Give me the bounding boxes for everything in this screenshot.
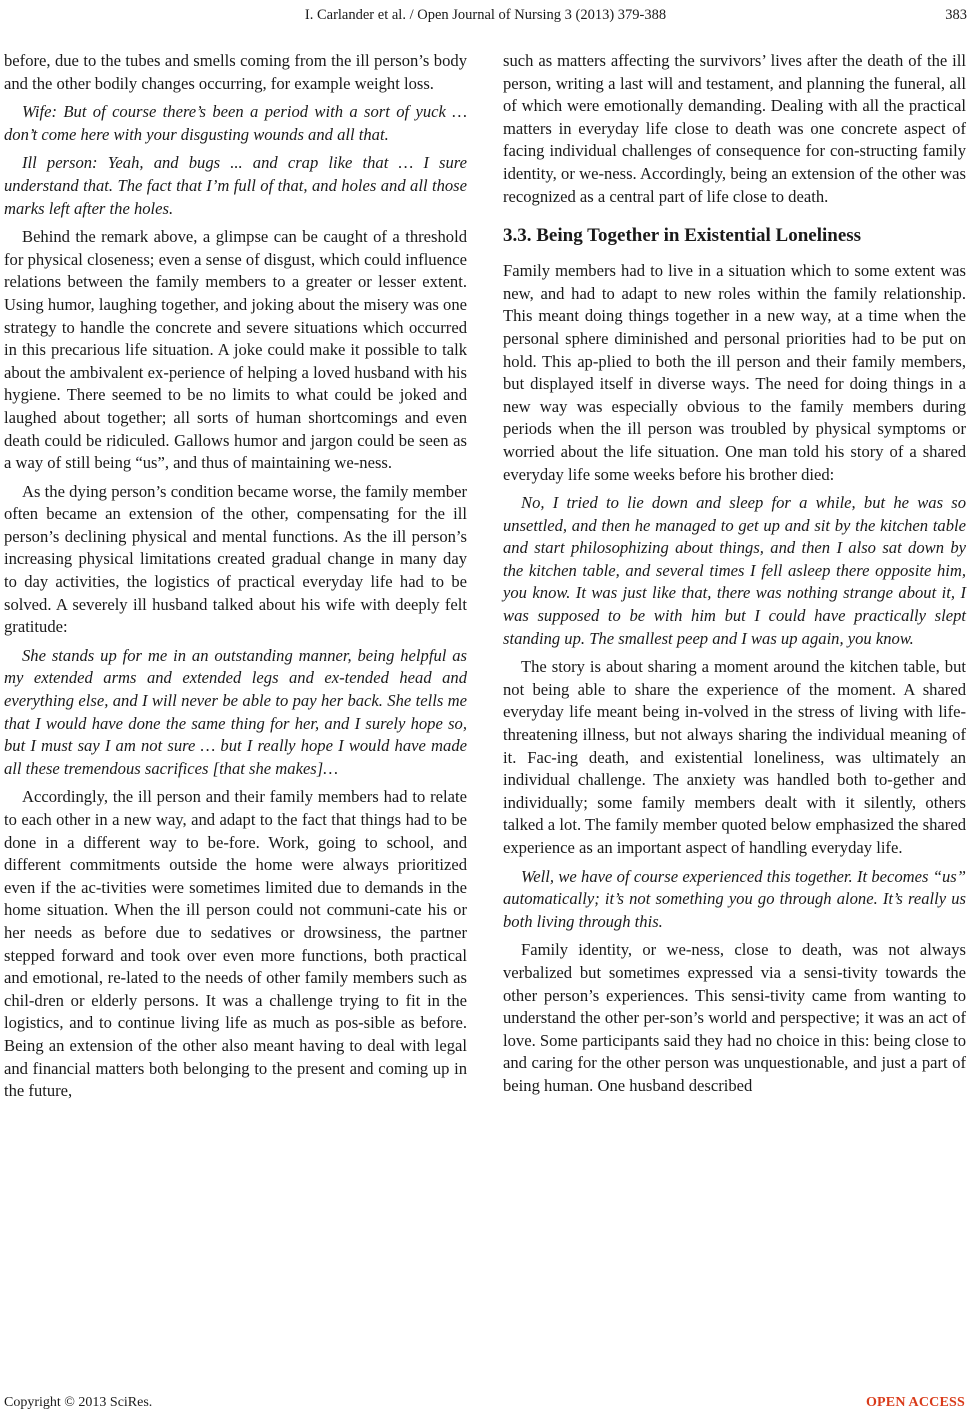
paragraph: The story is about sharing a moment around the kitchen table, but not being able to share the experience of the moment. A shared everyday life meant being in-volved in the stress of living with life-threatening illness, but not always sharing the individual meaning of it. Fac-ing death, and existential loneliness, was ultimately an individual challenge. The anxiety was handled both to-gether and individually; some family members dealt with it silently, others talked a lot. The family member quoted below emphasized the shared experience as an important aspect of handling everyday life. xyxy=(503,657,966,857)
paragraph: Family members had to live in a situation which to some extent was new, and had to adapt to new roles within the family relationship. This meant doing things together in a new way, at a time when the personal sphere diminished and personal priorities had to be put on hold. This ap-plied to both the ill person and their family members, but displayed itself in diverse ways. The need for doing things in a new way was especially obvious to the family members during periods when the ill person was troubled by physical symptoms or worried about the life situation. One man told his story of a shared everyday life some weeks before his brother died: xyxy=(503,261,966,484)
paragraph: Accordingly, the ill person and their family members had to relate to each other in a new way, and adapt to the fact that things had to be done in a different way to be-fore. Work, going to school, and different commitments outside the home were always prioritized even if the ac-tivities were sometimes limited due to demands in the home situation. When the ill person could not communi-cate his or her needs as before due to sedatives or drowsiness, the partner stepped forward and took over even more functions, both practical and emotional, re-lated to the needs of other family members such as chil-dren or elderly persons. It was a challenge trying to fit in the logistics, and to continue living life as much as pos-sible as before. Being an extension of the other also meant having to deal with legal and financial matters both belonging to the present and coming up in the future, xyxy=(4,787,467,1101)
paragraph: before, due to the tubes and smells coming from the ill person’s body and the other bodily changes occurring, for example weight loss. xyxy=(4,51,467,93)
quote-wife: Wife: But of course there’s been a period with a sort of yuck … don’t come here with your disgusting wounds and all that. xyxy=(4,102,467,144)
quote-family-member: Well, we have of course experienced this together. It becomes “us” automatically; it’s not something you go through alone. It’s really us both living through this. xyxy=(503,866,966,931)
quote-brother: No, I tried to lie down and sleep for a while, but he was so unsettled, and then he managed to get up and sit by the kitchen table and start philosophizing about things, and then I also sat down by the kitchen table, and several times I fell asleep there opposite him, you know. It was just like that, there was nothing strange about it, I was supposed to be with him but I could have practically slept standing up. The smallest peep and I was up again, you know. xyxy=(503,493,966,648)
page-number: 383 xyxy=(945,7,967,23)
copyright-notice: Copyright © 2013 SciRes. xyxy=(4,1395,153,1410)
running-title: I. Carlander et al. / Open Journal of Nursing 3 (2013) 379-388 xyxy=(304,7,667,23)
section-heading: 3.3. Being Together in Existential Loneliness xyxy=(503,225,862,247)
left-column xyxy=(4,50,467,1103)
paragraph: Family identity, or we-ness, close to death, was not always verbalized but sometimes expressed via a sensi-tivity towards the other person’s experiences. This sensi-tivity came from wanting to understand the other per-son’s world and perspective; it was an act of love. Some participants said they had no choice in this: being close to and caring for the other person was unquestionable, and just a part of being human. One husband described xyxy=(503,940,966,1095)
right-column xyxy=(503,50,966,1098)
paragraph: As the dying person’s condition became worse, the family member often became an extension of the other, compensating for the ill person’s declining physical and mental functions. As the ill person’s increasing physical limitations created gradual change in many day to day activities, the logistics of practical everyday life had to be solved. A severely ill husband talked about his wife with deeply felt gratitude: xyxy=(4,481,467,637)
quote-husband: She stands up for me in an outstanding manner, being helpful as my extended arms and extended legs and ex-tended head and everything else, and I will never be able to pay her back. She tells me that I would have done the same thing for her, and I surely hope so, but I must say I am not sure … but I really hope I would have made all these tremendous sacrifices [that she makes]… xyxy=(4,645,467,778)
paragraph: Behind the remark above, a glimpse can be caught of a threshold for physical closeness; even a sense of disgust, which could influence relations between the family members to a greater or lesser extent. Using humor, laughing together, and joking about the misery was one strategy to handle the concrete and severe situations which occurred in this precarious life situation. A joke could make it possible to talk about the ambivalent ex-perience of helping a loved husband with his hygiene. There seemed to be no limits to what could be joked and laughed about together; all sorts of human shortcomings and even death could be ridiculed. Gallows humor and jargon could be seen as a way of still being “us”, and thus of maintaining we-ness. xyxy=(4,227,467,473)
quote-ill-person: Ill person: Yeah, and bugs ... and crap like that … I sure understand that. The fact that I’m full of that, and holes and all those marks left after the holes. xyxy=(4,153,467,218)
paragraph: such as matters affecting the survivors’ lives after the death of the ill person, writing a last will and testament, and planning the funeral, all of which were emotionally demanding. Dealing with all the practical matters in everyday life close to death was one concrete aspect of facing individual challenges of consequence for con-structing family identity, or we-ness. Accordingly, being an extension of the other was recognized as a central part of life close to death. xyxy=(503,51,966,206)
open-access-label: OPEN ACCESS xyxy=(865,1395,965,1410)
